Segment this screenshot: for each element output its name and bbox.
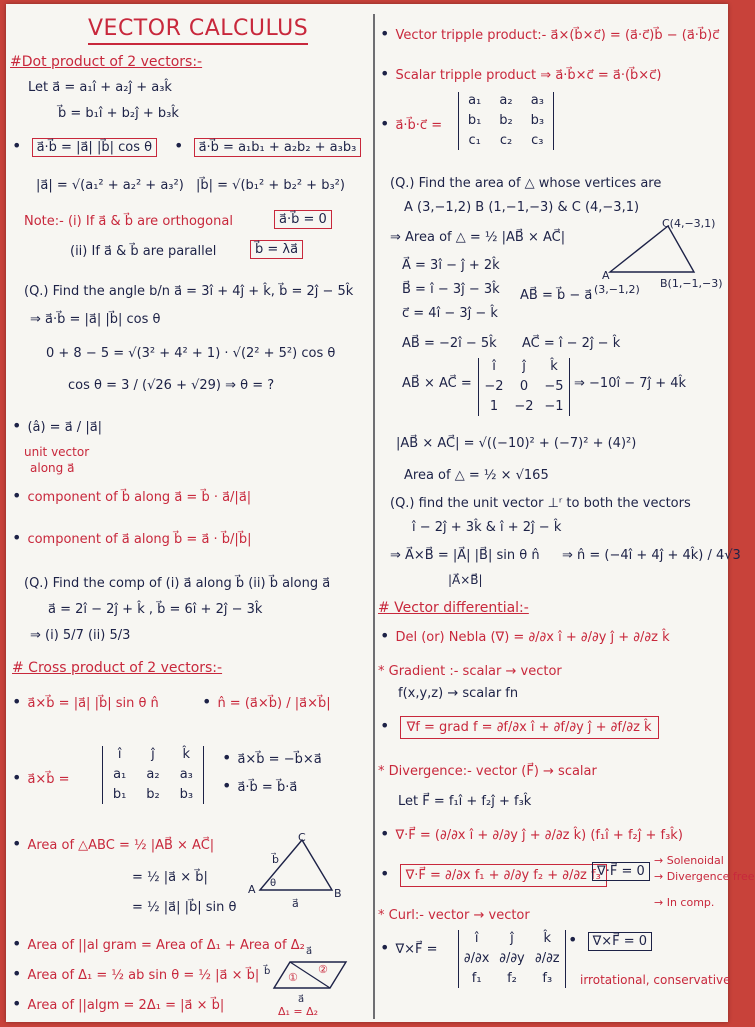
unit-vector-note-along: along a⃗ — [30, 461, 75, 475]
triangle-label-c: C — [298, 831, 306, 844]
gradient-heading: * Gradient :- scalar → vector — [378, 664, 562, 679]
stp-matrix-entry: b₁ — [467, 113, 482, 128]
vector-triple-product: • Vector tripple product:- a⃗×(b⃗×c⃗) = (a⃗·c⃗)b⃗ − (a⃗·b⃗)c⃗ — [380, 26, 719, 44]
position-vector-b: B⃗ = î − 3ĵ − 3k̂ — [402, 282, 500, 297]
curl-matrix — [458, 930, 566, 988]
dot-commutative: • a⃗·b⃗ = b⃗·a⃗ — [222, 778, 297, 796]
cross-matrix-entry: b₁ — [112, 787, 127, 802]
page-title: VECTOR CALCULUS — [88, 16, 308, 45]
orthogonal-box: a⃗·b⃗ = 0 — [274, 210, 332, 229]
dot-product-heading: #Dot product of 2 vectors:- — [10, 54, 203, 70]
parallelogram-area: • Area of ||algm = 2Δ₁ = |a⃗ × b⃗| — [12, 996, 224, 1014]
parallelogram-side-label: b⃗ — [264, 966, 271, 977]
curl-zero-bullet — [568, 932, 652, 950]
vector-ab: AB⃗ = −2î − 5k̂ — [402, 336, 497, 351]
cross-product-heading: # Cross product of 2 vectors:- — [12, 660, 223, 676]
question-components: (Q.) Find the comp of (i) a⃗ along b⃗ (ii) b⃗ along a⃗ — [24, 576, 331, 591]
triangle-label-theta: θ — [270, 878, 277, 889]
stp-matrix-entry: b₂ — [499, 113, 513, 128]
parallel-box: b⃗ = λa⃗ — [250, 240, 303, 259]
note-parallel: (ii) If a⃗ & b⃗ are parallel — [70, 244, 217, 259]
triangle-area-step-3: = ½ |a⃗| |b⃗| sin θ — [132, 900, 237, 915]
curl-matrix-entry: f₂ — [507, 971, 517, 986]
cross-determinant-label: • a⃗×b⃗ = — [12, 770, 70, 788]
scalar-triple-product: • Scalar tripple product ⇒ a⃗·b⃗×c⃗ = a⃗·(b⃗×c⃗) — [380, 66, 661, 84]
magnitude-a: |a⃗| = √(a₁² + a₂² + a₃²) — [36, 178, 184, 193]
parallelogram-diagram — [270, 958, 350, 994]
q3-matrix-entry: k̂ — [550, 359, 558, 374]
cross-product-formula: • a⃗×b⃗ = |a⃗| |b⃗| sin θ n̂ — [12, 694, 159, 712]
dot-formula-comp-bullet — [174, 138, 361, 156]
question-angle-step-2: 0 + 8 − 5 = √(3² + 4² + 1) · √(2² + 5²) cos θ — [46, 346, 336, 361]
dot-formula-components-box: a⃗·b⃗ = a₁b₁ + a₂b₂ + a₃b₃ — [194, 138, 362, 157]
triangle-abc-diagram — [246, 832, 346, 902]
curl-matrix-entry: f₁ — [471, 971, 482, 986]
divergence-zero-box: ∇·F⃗ = 0 — [592, 862, 650, 881]
dot-formula-cos-box: a⃗·b⃗ = |a⃗| |b⃗| cos θ — [32, 138, 157, 157]
question-unit-perpendicular-vectors: î − 2ĵ + 3k̂ & î + 2ĵ − k̂ — [412, 520, 562, 535]
unit-perpendicular-step-1: ⇒ A⃗×B⃗ = |A⃗| |B⃗| sin θ n̂ — [390, 548, 540, 563]
divergence-formula-bullet — [380, 866, 607, 884]
ab-cross-ac-magnitude: |AB⃗ × AC⃗| = √((−10)² + (−7)² + (4)²) — [396, 436, 637, 451]
triangle-area-result: Area of △ = ½ × √165 — [404, 468, 549, 483]
curl-matrix-entry: ∂/∂x — [463, 951, 490, 966]
cross-matrix-entry: a₂ — [146, 767, 160, 782]
triangle-label-vec-b: b⃗ — [272, 853, 279, 866]
note-orthogonal: Note:- (i) If a⃗ & b⃗ are orthogonal — [24, 214, 233, 229]
q3-matrix-entry: −2 — [484, 379, 504, 394]
triangle-area-step-2: = ½ |a⃗ × b⃗| — [132, 870, 208, 885]
vector-a-definition: Let a⃗ = a₁î + a₂ĵ + a₃k̂ — [28, 80, 172, 95]
vertex-a-coords: (3,−1,2) — [594, 283, 640, 296]
column-divider — [373, 14, 375, 1019]
scalar-triple-determinant-label: • a⃗·b⃗·c⃗ = — [380, 116, 442, 134]
cross-matrix-entry: a₃ — [179, 767, 193, 782]
curl-matrix-entry: k̂ — [543, 931, 552, 946]
triangle-label-a: A — [248, 883, 256, 896]
n-hat-formula: • n̂ = (a⃗×b⃗) / |a⃗×b⃗| — [202, 694, 331, 712]
question-unit-perpendicular: (Q.) find the unit vector ⊥ʳ to both the vectors — [390, 496, 691, 511]
divergence-heading: * Divergence:- vector (F⃗) → scalar — [378, 764, 597, 779]
q3-matrix-entry: −2 — [514, 399, 534, 414]
scalar-triple-matrix — [458, 92, 554, 150]
triangle-label-vec-a: a⃗ — [292, 897, 299, 910]
question-components-answer: ⇒ (i) 5/7 (ii) 5/3 — [30, 628, 131, 643]
q3-matrix-entry: ĵ — [522, 359, 526, 374]
curl-note: irrotational, conservative — [580, 973, 731, 987]
paper-sheet — [6, 4, 755, 1022]
triangle-half-area: • Area of Δ₁ = ½ ab sin θ = ½ |a⃗ × b⃗| — [12, 966, 259, 984]
cross-matrix-entry: b₃ — [179, 787, 194, 802]
note-parallel-result — [250, 242, 303, 258]
cross-matrix-entry: a₁ — [113, 767, 127, 782]
vector-differential-heading: # Vector differential:- — [378, 600, 529, 616]
unit-perpendicular-result: ⇒ n̂ = (−4î + 4ĵ + 4k̂) / 4√3 — [562, 548, 741, 563]
cross-matrix-entry: k̂ — [182, 747, 191, 762]
anti-commutative: • a⃗×b⃗ = −b⃗×a⃗ — [222, 750, 322, 768]
del-operator: • Del (or) Nebla (∇) = ∂/∂x î + ∂/∂y ĵ + ∂/∂z k̂ — [380, 628, 670, 646]
dot-formula-bullet — [12, 138, 157, 156]
divergence-formula-box: ∇·F⃗ = ∂/∂x f₁ + ∂/∂y f₂ + ∂/∂z f₃ — [400, 864, 607, 887]
q3-matrix-entry: −1 — [544, 399, 564, 414]
position-vector-c: c⃗ = 4î − 3ĵ − k̂ — [402, 306, 498, 321]
question-triangle-area: (Q.) Find the area of △ whose vertices are — [390, 176, 662, 191]
q3-matrix-entry: 1 — [489, 399, 499, 414]
gradient-formula-bullet — [380, 718, 659, 736]
gradient-formula-box: ∇f = grad f = ∂f/∂x î + ∂f/∂y ĵ + ∂f/∂z k̂ — [400, 716, 659, 739]
ab-cross-ac-matrix — [478, 358, 570, 416]
curl-matrix-entry: f₃ — [542, 971, 553, 986]
curl-matrix-entry: ĵ — [510, 931, 514, 946]
divergence-note-incomp: → In comp. — [654, 896, 715, 909]
curl-zero-box: ∇×F⃗ = 0 — [588, 932, 653, 951]
parallelogram-region-1: ① — [288, 971, 298, 984]
divergence-expansion: • ∇·F⃗ = (∂/∂x î + ∂/∂y ĵ + ∂/∂z k̂) (f₁î + f₂ĵ + f₃k̂) — [380, 826, 683, 844]
triangle-label-b: B — [334, 887, 342, 900]
magnitude-b: |b⃗| = √(b₁² + b₂² + b₃²) — [196, 178, 345, 193]
cross-matrix-entry: ĵ — [151, 747, 155, 762]
vertex-b-label: B(1,−1,−3) — [660, 277, 723, 290]
parallelogram-area-sum: • Area of ||al gram = Area of Δ₁ + Area of Δ₂ — [12, 936, 305, 954]
question-triangle-step-1: ⇒ Area of △ = ½ |AB⃗ × AC⃗| — [390, 230, 566, 245]
ab-cross-ac-result: ⇒ −10î − 7ĵ + 4k̂ — [574, 376, 687, 391]
curl-matrix-entry: î — [474, 931, 479, 946]
ab-cross-ac-label: AB⃗ × AC⃗ = — [402, 376, 472, 391]
curl-heading: * Curl:- vector → vector — [378, 908, 530, 923]
question-components-vectors: a⃗ = 2î − 2ĵ + k̂ , b⃗ = 6î + 2ĵ − 3k̂ — [48, 602, 263, 617]
q3-matrix-entry: î — [492, 359, 496, 374]
vertex-a-label: A — [602, 269, 610, 282]
stp-matrix-entry: b₃ — [530, 113, 545, 128]
component-b-along-a: • component of b⃗ along a⃗ = b⃗ · a⃗/|a⃗| — [12, 488, 251, 506]
stp-matrix-entry: c₂ — [499, 133, 513, 148]
stp-matrix-entry: a₂ — [499, 93, 513, 108]
question-angle: (Q.) Find the angle b/n a⃗ = 3î + 4ĵ + k̂, b⃗ = 2ĵ − 5k̂ — [24, 284, 354, 299]
cross-product-matrix — [102, 746, 204, 804]
question-triangle-vertices: A (3,−1,2) B (1,−1,−3) & C (4,−3,1) — [404, 200, 640, 215]
stp-matrix-entry: a₁ — [468, 93, 482, 108]
curl-matrix-entry: ∂/∂y — [499, 951, 525, 966]
vertex-c-label: C(4,−3,1) — [662, 217, 716, 230]
triangle-area-formula: • Area of △ABC = ½ |AB⃗ × AC⃗| — [12, 836, 214, 854]
parallelogram-top-label: a⃗ — [306, 946, 313, 957]
divergence-field-definition: Let F⃗ = f₁î + f₂ĵ + f₃k̂ — [398, 794, 532, 809]
stp-matrix-entry: c₃ — [531, 133, 544, 148]
component-a-along-b: • component of a⃗ along b⃗ = a⃗ · b⃗/|b⃗| — [12, 530, 251, 548]
note-orthogonal-result — [274, 212, 332, 228]
unit-perpendicular-denominator: |A⃗×B⃗| — [448, 573, 483, 587]
question-angle-step-3: cos θ = 3 / (√26 + √29) ⇒ θ = ? — [68, 378, 275, 393]
unit-vector-formula: • (â) = a⃗ / |a⃗| — [12, 418, 102, 436]
curl-determinant-label: • ∇×F⃗ = — [380, 940, 438, 958]
gradient-scalar-function: f(x,y,z) → scalar fn — [398, 686, 519, 701]
cross-matrix-entry: b₂ — [146, 787, 160, 802]
q3-matrix-entry: 0 — [519, 379, 529, 394]
stp-matrix-entry: c₁ — [468, 133, 481, 148]
vector-ac: AC⃗ = î − 2ĵ − k̂ — [522, 336, 621, 351]
parallelogram-bottom-label: a⃗ — [298, 994, 305, 1005]
divergence-zero — [592, 864, 650, 880]
q3-matrix-entry: −5 — [544, 379, 564, 394]
divergence-note-free: → Divergence free — [654, 870, 755, 883]
curl-matrix-entry: ∂/∂z — [534, 951, 560, 966]
unit-vector-note: unit vector — [24, 445, 90, 459]
question-angle-step-1: ⇒ a⃗·b⃗ = |a⃗| |b⃗| cos θ — [30, 312, 161, 327]
ab-definition: AB⃗ = b⃗ − a⃗ — [520, 288, 593, 303]
parallelogram-region-2: ② — [318, 963, 328, 976]
vector-b-definition: b⃗ = b₁î + b₂ĵ + b₃k̂ — [58, 106, 179, 121]
parallelogram-equal-areas: Δ₁ = Δ₂ — [278, 1005, 319, 1018]
cross-matrix-entry: î — [117, 747, 122, 762]
divergence-note-solenoidal: → Solenoidal — [654, 854, 724, 867]
stp-matrix-entry: a₃ — [530, 93, 544, 108]
position-vector-a: A⃗ = 3î − ĵ + 2k̂ — [402, 258, 500, 273]
coords-triangle-shape — [610, 226, 694, 272]
